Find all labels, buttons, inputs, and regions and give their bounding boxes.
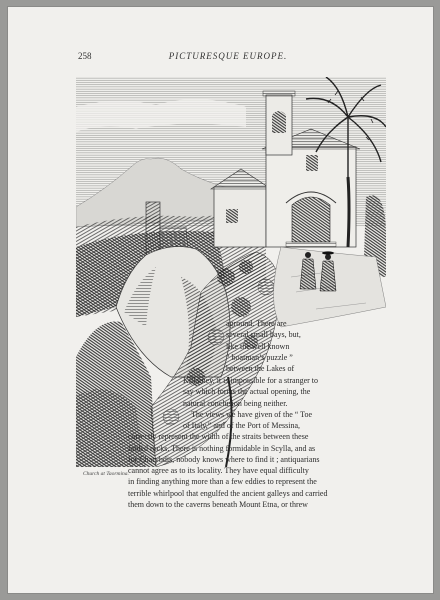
text-line: Killarney, it is impossible for a stranger to bbox=[183, 376, 319, 385]
text-block-full bbox=[128, 420, 386, 510]
text-block-mid bbox=[183, 375, 386, 409]
text-line: say which forms the actual opening, the bbox=[183, 387, 311, 397]
church-doorway bbox=[292, 197, 330, 242]
castle-tower bbox=[146, 202, 160, 257]
page-number: 258 bbox=[78, 51, 92, 61]
text-line: correctly represent the width of the straits between these bbox=[128, 432, 309, 442]
text-line: like the well known bbox=[226, 341, 290, 351]
text-line: between the Lakes of bbox=[226, 364, 295, 374]
text-line: in finding anything more than a few eddies to represent the bbox=[128, 477, 317, 487]
book-page bbox=[8, 7, 433, 593]
text-line: them down to the caverns beneath Mount Etna, or threw bbox=[128, 500, 308, 510]
text-line: terrible whirlpool that engulfed the ancient galleys and carried bbox=[128, 488, 328, 498]
running-title: PICTURESQUE EUROPE. bbox=[168, 51, 288, 61]
text-line: aground. There are bbox=[226, 319, 287, 328]
church-side-wall bbox=[214, 187, 266, 247]
text-line: of Italy,” and of the Port of Messina, bbox=[183, 421, 301, 430]
text-line: cannot agree as to its locality. They have equal difficulty bbox=[128, 466, 309, 476]
text-line-indent: The views we have given of the “ Toe bbox=[191, 410, 313, 419]
text-line: for Charybdis, nobody knows where to find it ; antiquarians bbox=[128, 454, 320, 464]
text-line: several small bays, but, bbox=[226, 330, 301, 340]
palm-tree bbox=[348, 177, 349, 247]
text-line: natural conclusion being neither. bbox=[183, 398, 288, 408]
illustration-caption: Church at Taormina. bbox=[83, 471, 129, 477]
text-block-narrow bbox=[226, 318, 386, 374]
text-line: “ boatman’s puzzle ” bbox=[226, 352, 293, 362]
text-line: fabled rocks. There is nothing formidable in Scylla, and as bbox=[128, 443, 316, 453]
